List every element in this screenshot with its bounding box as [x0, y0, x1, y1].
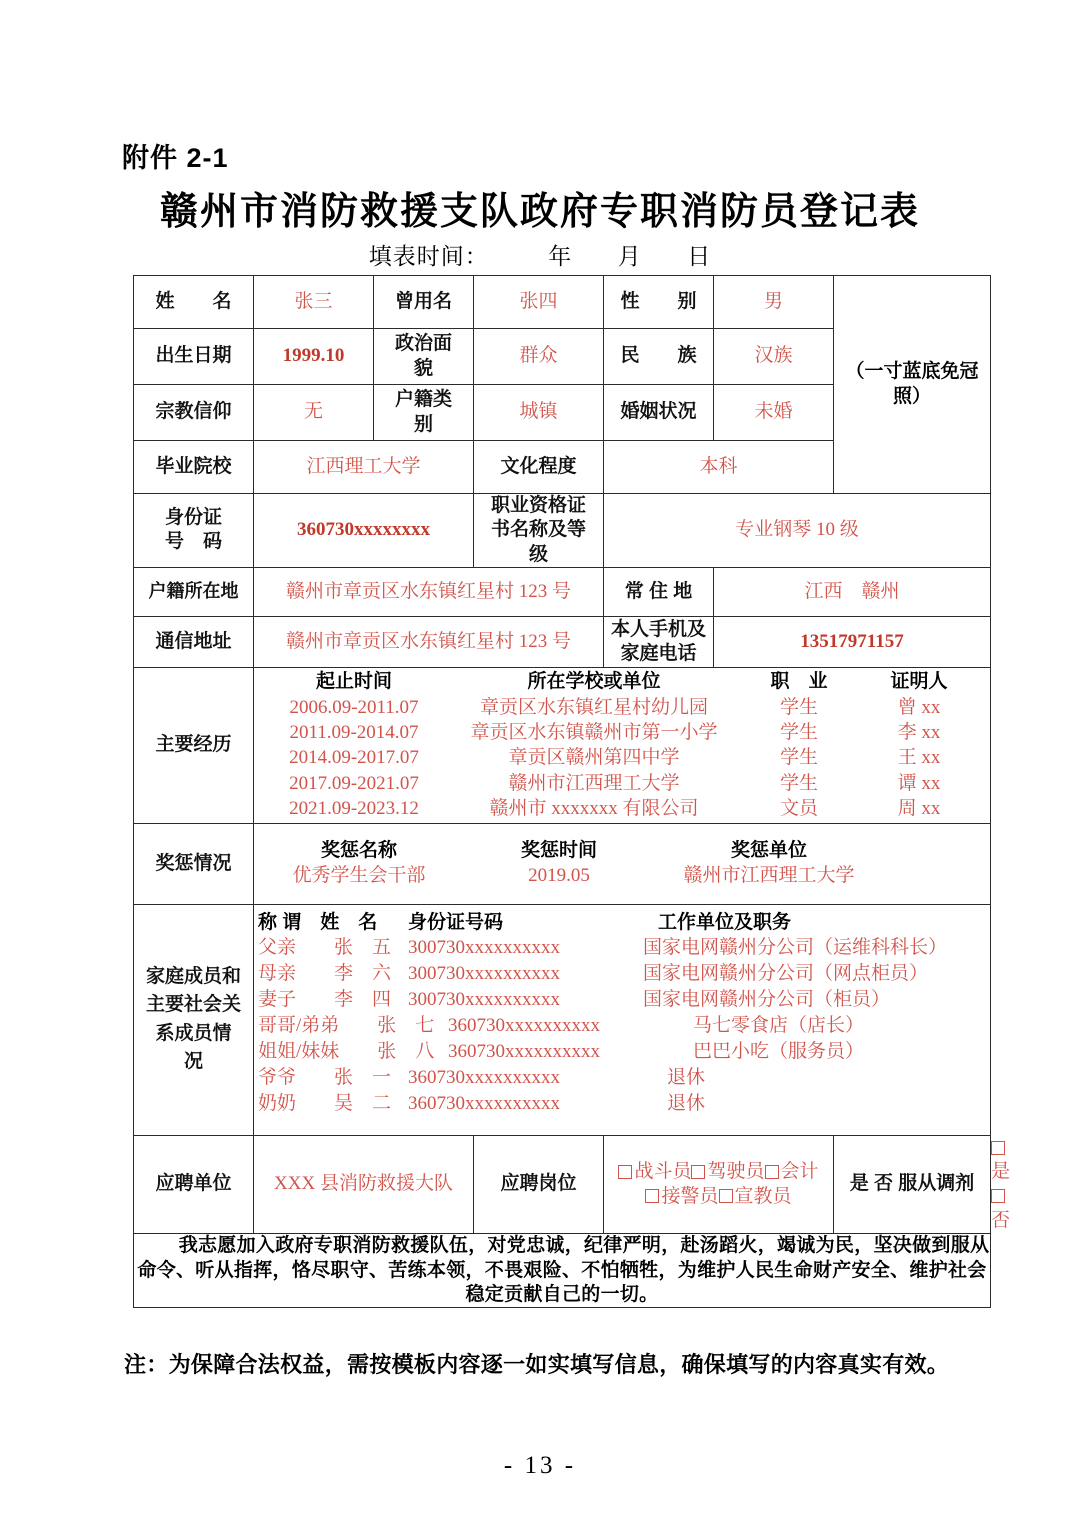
- experience-ref: 王 xx: [897, 747, 941, 769]
- experience-header-row: [254, 670, 990, 694]
- name-value[interactable]: 张三: [254, 276, 374, 329]
- family-work: 国家电网赣州分公司（网点柜员）: [643, 963, 929, 985]
- experience-block: [254, 667, 991, 823]
- family-id: 360730xxxxxxxxxx: [408, 1067, 560, 1089]
- experience-time: 2021.09-2023.12: [289, 797, 419, 819]
- family-block: [254, 904, 991, 1135]
- option-label: 战斗员: [634, 1161, 692, 1183]
- rewards-name: 优秀学生会干部: [292, 865, 426, 887]
- experience-job: 学生: [779, 747, 818, 769]
- religion-label: 宗教信仰: [134, 385, 254, 441]
- experience-label: 主要经历: [134, 667, 254, 823]
- obey-transfer-label: 是 否 服从调剂: [834, 1135, 991, 1233]
- pledge-body: 我志愿加入政府专职消防救援队伍，对党忠诚，纪律严明，赴汤蹈火，竭诚为民，坚决做到服从命令、听从指挥，恪尽职守、苦练本领，不畏艰险、不怕牺牲，为维护人民生命财产安全、维护社会稳定贡献自己的一切。: [137, 1235, 990, 1305]
- position-options-line-1: [604, 1160, 833, 1184]
- family-work: 马七零食店（店长）: [693, 1015, 865, 1037]
- ethnicity-value[interactable]: 汉族: [714, 329, 834, 385]
- marital-status-value[interactable]: 未婚: [714, 385, 834, 441]
- table-row-experience: [134, 667, 991, 823]
- checkbox-option-accountant[interactable]: [765, 1161, 819, 1182]
- family-work: 国家电网赣州分公司（运维科科长）: [643, 937, 948, 959]
- experience-time: 2011.09-2014.07: [289, 722, 419, 744]
- table-row-idcard: [134, 494, 991, 568]
- idcard-label: 身份证号 码: [134, 494, 254, 568]
- family-relation: 奶奶 吴 二: [258, 1093, 392, 1115]
- former-name-value[interactable]: 张四: [474, 276, 604, 329]
- phone-label: 本人手机及家庭电话: [604, 616, 714, 667]
- experience-time: 2017.09-2021.07: [289, 772, 419, 794]
- table-row-name: [134, 276, 991, 329]
- marital-status-label: 婚姻状况: [604, 385, 714, 441]
- birth-value[interactable]: 1999.10: [254, 329, 374, 385]
- experience-ref: 谭 xx: [897, 772, 941, 794]
- mail-address-label: 通信地址: [134, 616, 254, 667]
- experience-time: 2006.09-2011.07: [289, 696, 419, 718]
- family-label: 家庭成员和主要社会关系成员情 况: [134, 904, 254, 1135]
- experience-row[interactable]: [254, 771, 990, 796]
- family-row[interactable]: [254, 1039, 990, 1065]
- family-id: 300730xxxxxxxxxx: [408, 963, 560, 985]
- family-row[interactable]: [254, 987, 990, 1013]
- table-row-family: [134, 904, 991, 1135]
- option-label: 是: [991, 1161, 1011, 1183]
- family-work: 国家电网赣州分公司（柜员）: [643, 989, 891, 1011]
- rewards-header-unit: 奖惩单位: [730, 839, 807, 861]
- idcard-value[interactable]: 360730xxxxxxxx: [254, 494, 474, 568]
- position-options-line-2: [604, 1185, 833, 1209]
- family-header-id: 身份证号码: [408, 911, 504, 933]
- ethnicity-label: 民 族: [604, 329, 714, 385]
- fill-date-label: 填表时间：: [368, 244, 489, 269]
- table-row-application: [134, 1135, 991, 1233]
- family-relation: 妻子 李 四: [258, 989, 392, 1011]
- experience-time: 2014.09-2017.07: [289, 747, 419, 769]
- family-id: 360730xxxxxxxxxx: [448, 1015, 600, 1037]
- family-id: 300730xxxxxxxxxx: [408, 989, 560, 1011]
- experience-header-time: 起止时间: [315, 670, 392, 692]
- family-work: 退休: [667, 1067, 706, 1089]
- education-level-value[interactable]: 本科: [604, 441, 834, 494]
- registration-form-table: [133, 275, 1011, 1308]
- application-position-label: 应聘岗位: [474, 1135, 604, 1233]
- qualification-cert-label: 职业资格证书名称及等级: [474, 494, 604, 568]
- option-label: 接警员: [661, 1185, 719, 1207]
- family-id: 360730xxxxxxxxxx: [448, 1041, 600, 1063]
- photo-placeholder[interactable]: （一寸蓝底免冠照）: [834, 276, 991, 494]
- attachment-number: 附件 2-1: [122, 143, 229, 173]
- family-row[interactable]: [254, 961, 990, 987]
- phone-value[interactable]: 13517971157: [714, 616, 991, 667]
- birth-label: 出生日期: [134, 329, 254, 385]
- experience-org: 章贡区赣州第四中学: [508, 747, 680, 769]
- gender-label: 性 别: [604, 276, 714, 329]
- checkbox-icon[interactable]: [991, 1189, 1005, 1203]
- experience-job: 学生: [779, 696, 818, 718]
- option-label: 否: [991, 1209, 1011, 1231]
- checkbox-icon[interactable]: [765, 1165, 779, 1179]
- household-address-value[interactable]: 赣州市章贡区水东镇红星村 123 号: [254, 567, 604, 616]
- mail-address-value[interactable]: 赣州市章贡区水东镇红星村 123 号: [254, 616, 604, 667]
- year-unit: 年: [548, 244, 573, 269]
- form-note: 注：为保障合法权益，需按模板内容逐一如实填写信息，确保填写的内容真实有效。: [124, 1352, 950, 1377]
- pledge-text: [134, 1234, 991, 1308]
- table-row-rewards: [134, 823, 991, 904]
- family-header-relation: 称 谓 姓 名: [258, 911, 378, 933]
- name-label: 姓 名: [134, 276, 254, 329]
- day-unit: 日: [687, 244, 712, 269]
- household-type-value[interactable]: 城镇: [474, 385, 604, 441]
- education-level-label: 文化程度: [474, 441, 604, 494]
- option-label: 会计: [780, 1161, 819, 1183]
- page-title: 赣州市消防救援支队政府专职消防员登记表: [159, 191, 920, 233]
- gender-value[interactable]: 男: [714, 276, 834, 329]
- application-position-options: [604, 1135, 834, 1233]
- experience-header-ref: 证明人: [890, 670, 948, 692]
- application-unit-label: 应聘单位: [134, 1135, 254, 1233]
- table-row-pledge: [134, 1234, 991, 1308]
- checkbox-icon[interactable]: [719, 1189, 733, 1203]
- experience-ref: 曾 xx: [897, 696, 941, 718]
- experience-ref: 周 xx: [897, 797, 941, 819]
- political-status-value[interactable]: 群众: [474, 329, 604, 385]
- experience-job: 文员: [779, 797, 818, 819]
- family-relation: 姐姐/妹妹 张 八: [258, 1041, 435, 1063]
- family-header-work: 工作单位及职务: [658, 911, 792, 933]
- experience-org: 章贡区水东镇赣州市第一小学: [470, 722, 718, 744]
- experience-header-job: 职 业: [770, 670, 828, 692]
- family-row[interactable]: [254, 1065, 990, 1091]
- experience-org: 章贡区水东镇红星村幼儿园: [479, 696, 708, 718]
- school-label: 毕业院校: [134, 441, 254, 494]
- rewards-row[interactable]: [254, 863, 990, 889]
- checkbox-option-driver[interactable]: [691, 1161, 764, 1182]
- residence-label: 常 住 地: [604, 567, 714, 616]
- family-id: 300730xxxxxxxxxx: [408, 937, 560, 959]
- experience-job: 学生: [779, 772, 818, 794]
- page-number: - 13 -: [503, 1452, 577, 1479]
- rewards-time: 2019.05: [528, 865, 590, 887]
- option-label: 宣教员: [734, 1185, 792, 1207]
- fill-date-line: [0, 238, 1080, 271]
- family-row[interactable]: [254, 935, 990, 961]
- school-value[interactable]: 江西理工大学: [254, 441, 474, 494]
- rewards-header-time: 奖惩时间: [520, 839, 597, 861]
- former-name-label: 曾用名: [374, 276, 474, 329]
- qualification-cert-value[interactable]: 专业钢琴 10 级: [604, 494, 991, 568]
- rewards-unit: 赣州市江西理工大学: [683, 865, 855, 887]
- experience-job: 学生: [779, 722, 818, 744]
- experience-row[interactable]: [254, 796, 990, 821]
- table-row-mail-address: [134, 616, 991, 667]
- family-relation: 哥哥/弟弟 张 七: [258, 1015, 435, 1037]
- family-relation: 爷爷 张 一: [258, 1067, 392, 1089]
- political-status-label: 政治面貌: [374, 329, 474, 385]
- religion-value[interactable]: 无: [254, 385, 374, 441]
- family-work: 退休: [667, 1093, 706, 1115]
- family-row[interactable]: [254, 1091, 990, 1117]
- experience-org: 赣州市江西理工大学: [508, 772, 680, 794]
- application-unit-value[interactable]: XXX 县消防救援大队: [254, 1135, 474, 1233]
- rewards-header-name: 奖惩名称: [320, 839, 397, 861]
- residence-value[interactable]: 江西 赣州: [714, 567, 991, 616]
- family-row[interactable]: [254, 1013, 990, 1039]
- family-id: 360730xxxxxxxxxx: [408, 1093, 560, 1115]
- checkbox-option-educator[interactable]: [719, 1186, 792, 1207]
- rewards-block: [254, 823, 991, 904]
- rewards-label: 奖惩情况: [134, 823, 254, 904]
- experience-row[interactable]: [254, 720, 990, 745]
- checkbox-option-firefighter[interactable]: [618, 1161, 691, 1182]
- experience-org: 赣州市 xxxxxxx 有限公司: [489, 797, 699, 819]
- checkbox-icon[interactable]: [691, 1165, 705, 1179]
- household-type-label: 户籍类别: [374, 385, 474, 441]
- family-relation: 母亲 李 六: [258, 963, 392, 985]
- family-work: 巴巴小吃（服务员）: [693, 1041, 865, 1063]
- family-header-row: [254, 911, 990, 935]
- experience-ref: 李 xx: [897, 722, 941, 744]
- experience-row[interactable]: [254, 695, 990, 720]
- experience-header-org: 所在学校或单位: [527, 670, 661, 692]
- month-unit: 月: [617, 244, 642, 269]
- checkbox-icon[interactable]: [645, 1189, 659, 1203]
- option-label: 驾驶员: [707, 1161, 765, 1183]
- checkbox-icon[interactable]: [991, 1141, 1005, 1155]
- family-relation: 父亲 张 五: [258, 937, 392, 959]
- checkbox-option-dispatcher[interactable]: [645, 1186, 718, 1207]
- rewards-header-row: [254, 839, 990, 863]
- household-address-label: 户籍所在地: [134, 567, 254, 616]
- checkbox-icon[interactable]: [618, 1165, 632, 1179]
- experience-row[interactable]: [254, 745, 990, 770]
- table-row-household-address: [134, 567, 991, 616]
